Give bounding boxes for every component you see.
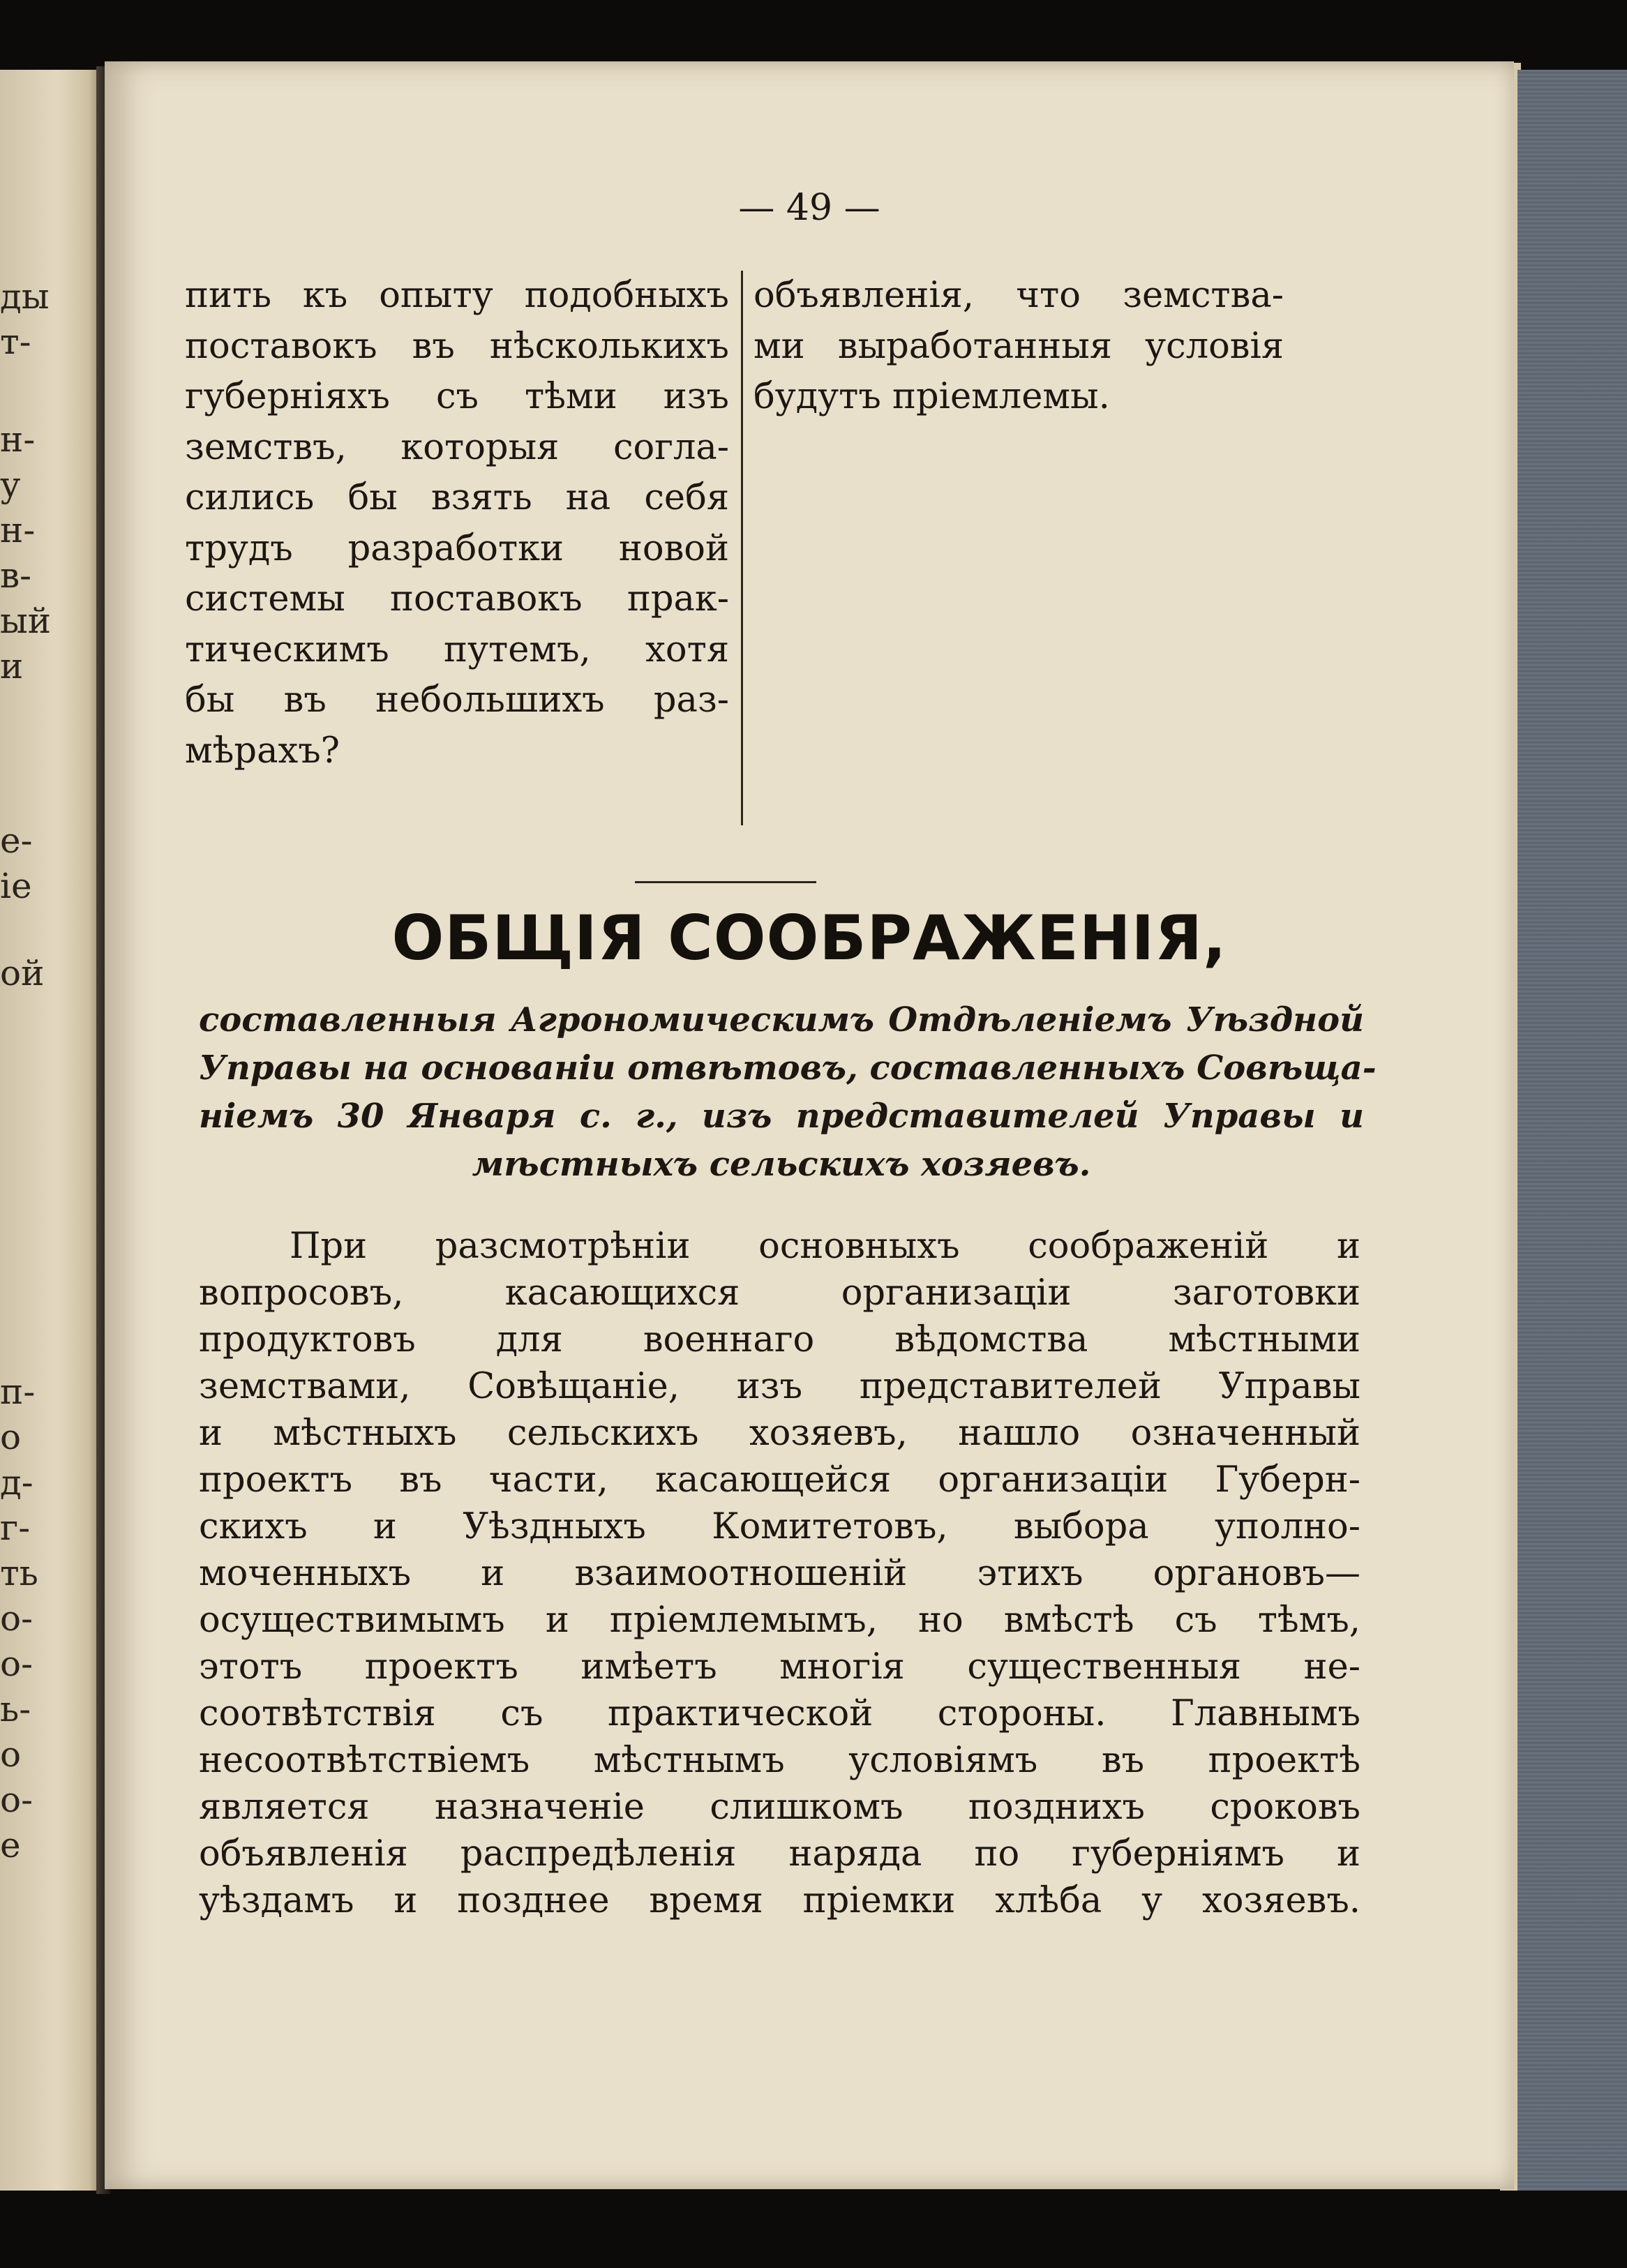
facing-page-fragment: и bbox=[0, 646, 24, 686]
text-line: земствами, Совѣщаніе, изъ представителей Управы bbox=[199, 1366, 1360, 1407]
text-line: проектъ въ части, касающейся организаціи Губерн- bbox=[199, 1459, 1360, 1501]
text-line: несоотвѣтствіемъ мѣстнымъ условіямъ въ проектѣ bbox=[199, 1740, 1360, 1781]
text-line: поставокъ въ нѣсколькихъ bbox=[185, 325, 729, 367]
text-line: тическимъ путемъ, хотя bbox=[185, 629, 729, 670]
facing-page-fragment: н- bbox=[0, 419, 36, 460]
facing-page-fragment: н- bbox=[0, 510, 36, 550]
text-line: земствъ, которыя согла- bbox=[185, 426, 729, 468]
facing-page-fragment: ь- bbox=[0, 1689, 31, 1729]
text-line: соотвѣтствія съ практической стороны. Главнымъ bbox=[199, 1693, 1360, 1734]
text-line: объявленія распредѣленія наряда по губерніямъ и bbox=[199, 1833, 1360, 1875]
text-line: сились бы взять на себя bbox=[185, 477, 729, 518]
text-line: губерніяхъ съ тѣми изъ bbox=[185, 376, 729, 417]
facing-page-fragment: о- bbox=[0, 1644, 33, 1684]
text-line: мѣрахъ? bbox=[185, 730, 340, 772]
body-paragraph bbox=[199, 1223, 1360, 1924]
text-line: продуктовъ для военнаго вѣдомства мѣстными bbox=[199, 1319, 1360, 1360]
text-line: бы въ небольшихъ раз- bbox=[185, 679, 729, 721]
text-line: и мѣстныхъ сельскихъ хозяевъ, нашло означенный bbox=[199, 1413, 1360, 1454]
right-column bbox=[753, 271, 1284, 423]
facing-page-fragment: т- bbox=[0, 322, 31, 362]
facing-page-fragment: в- bbox=[0, 555, 32, 596]
book-page bbox=[105, 61, 1514, 2189]
text-line: ми выработанныя условія bbox=[753, 325, 1284, 367]
book-cover bbox=[1517, 70, 1627, 2191]
text-line: системы поставокъ прак- bbox=[185, 578, 729, 619]
facing-page-fragment: ый bbox=[0, 601, 52, 641]
section-subtitle bbox=[199, 996, 1377, 1189]
text-line: осуществимымъ и пріемлемымъ, но вмѣстѣ съ тѣмъ, bbox=[199, 1600, 1360, 1641]
facing-page-fragment: ды bbox=[0, 276, 50, 317]
facing-page-edge bbox=[0, 70, 105, 2191]
facing-page-fragment: д- bbox=[0, 1462, 33, 1503]
facing-page-fragment: о- bbox=[0, 1780, 33, 1820]
facing-page-fragment: п- bbox=[0, 1372, 36, 1412]
facing-page-fragment: іе bbox=[0, 866, 32, 906]
section-divider bbox=[635, 881, 816, 883]
facing-page-fragment: ть bbox=[0, 1553, 38, 1593]
facing-page-fragment: е bbox=[0, 1825, 21, 1865]
text-line: моченныхъ и взаимоотношеній этихъ органовъ— bbox=[199, 1553, 1360, 1594]
subtitle-line: мѣстныхъ сельскихъ хозяевъ. bbox=[472, 1145, 1091, 1184]
facing-page-fragment: у bbox=[0, 465, 21, 505]
left-column bbox=[185, 271, 729, 776]
facing-page-fragment: о- bbox=[0, 1598, 33, 1639]
subtitle-line: составленныя Агрономическимъ Отдѣленіемъ Уѣздной bbox=[199, 1000, 1364, 1039]
facing-page-fragment: о bbox=[0, 1417, 22, 1457]
text-line: этотъ проектъ имѣетъ многія существенныя не- bbox=[199, 1646, 1360, 1688]
text-line: объявленія, что земства- bbox=[753, 275, 1284, 316]
text-line: скихъ и Уѣздныхъ Комитетовъ, выбора уполно- bbox=[199, 1506, 1360, 1547]
text-line: вопросовъ, касающихся организаціи заготовки bbox=[199, 1272, 1360, 1314]
facing-page-fragment: ой bbox=[0, 953, 45, 993]
text-line: трудъ разработки новой bbox=[185, 527, 729, 569]
facing-page-fragment: о bbox=[0, 1734, 22, 1775]
text-line: является назначеніе слишкомъ позднихъ сроковъ bbox=[199, 1787, 1360, 1828]
subtitle-line: ніемъ 30 Января с. г., изъ представителей Управы и bbox=[199, 1097, 1364, 1136]
subtitle-line: Управы на основаніи отвѣтовъ, составленныхъ Совѣща- bbox=[199, 1049, 1377, 1088]
text-line: будутъ пріемлемы. bbox=[753, 376, 1110, 417]
section-title: ОБЩІЯ СООБРАЖЕНІЯ, bbox=[391, 902, 1227, 974]
column-divider bbox=[741, 271, 743, 825]
text-line: При разсмотрѣніи основныхъ соображеній и bbox=[290, 1226, 1360, 1267]
text-line: пить къ опыту подобныхъ bbox=[185, 275, 729, 316]
page-number: — 49 — bbox=[738, 187, 880, 229]
text-line: уѣздамъ и позднее время пріемки хлѣба у хозяевъ. bbox=[199, 1880, 1360, 1921]
facing-page-fragment: г- bbox=[0, 1508, 31, 1548]
facing-page-fragment: е- bbox=[0, 820, 33, 861]
